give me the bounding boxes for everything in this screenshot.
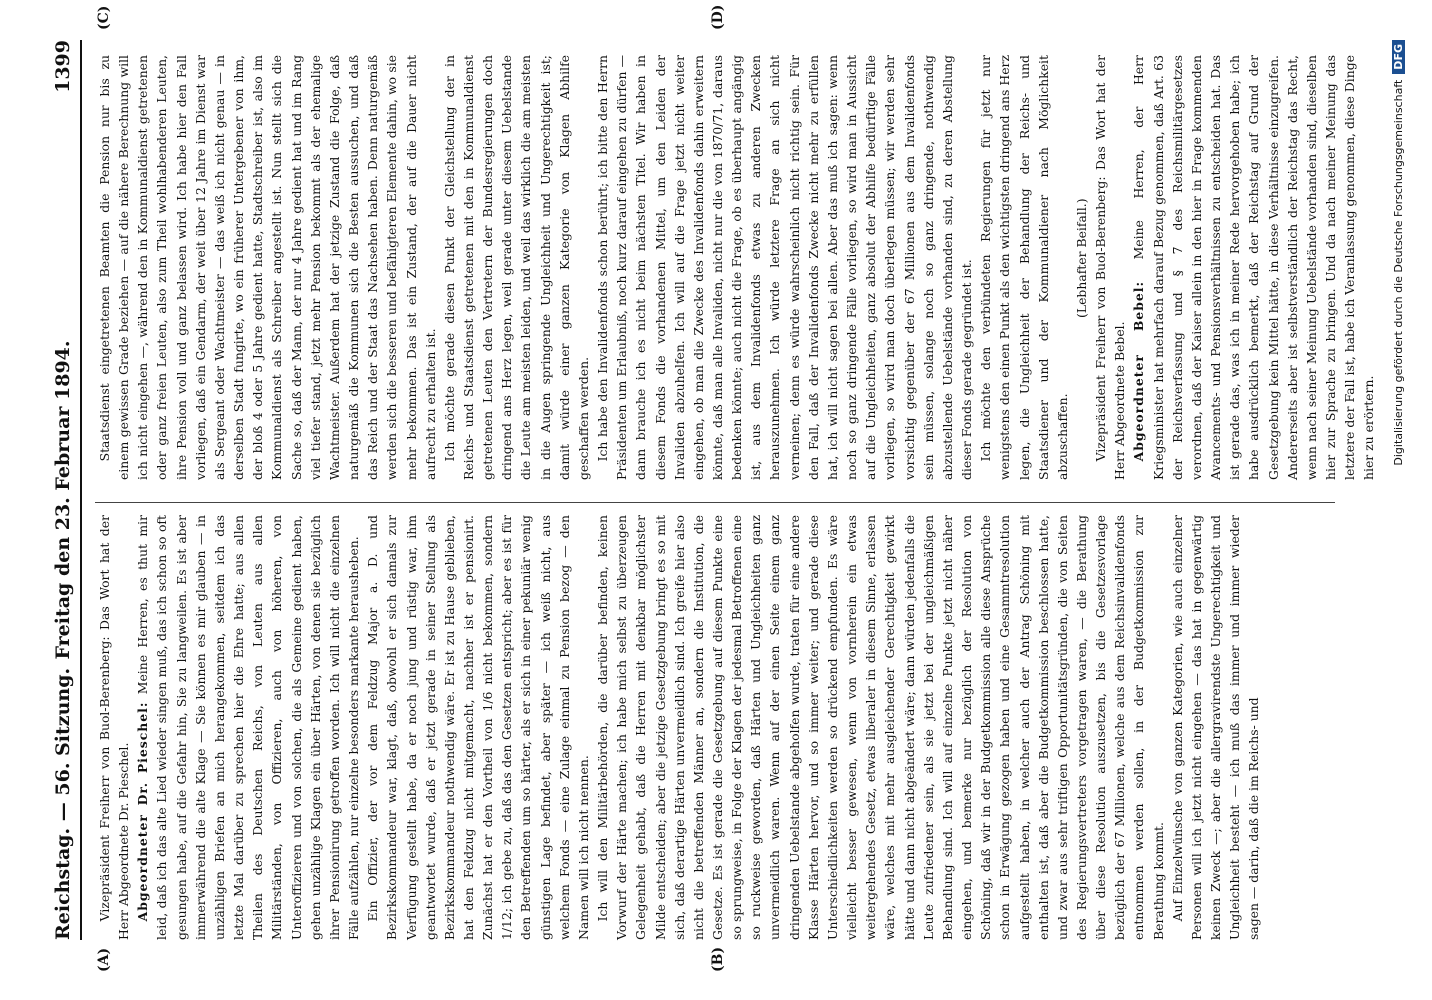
page-header [42,0,82,1000]
header-left: Reichstag. — 56. Sitzung. [52,667,74,940]
header-rule [80,40,82,940]
page-number: 1399 [52,40,74,93]
margin-marker-a: (A) [96,947,112,972]
paragraph [95,55,440,480]
paragraph-text: Ich habe den Invalidenfonds schon berührt; ich bitte den Herrn Präsidenten um Erlaubniß, noch kurz darauf eingehen zu dürfen — dann brauche ich es nicht beim nächsten Titel. Wir haben in diesem Fonds die vorhandenen Mittel, um den Leiden der Invaliden abzuhelfen. Ich will auf die Frage jetzt nicht weiter eingehen, ob man die Zwecke des Invalidenfonds dahin erweitern könnte, daß man alle Invaliden, nicht nur die von 1870/71, daraus bedenken könnte; auch nicht die Frage, ob es überhaupt angängig ist, aus dem Invalidenfonds etwas zu anderen Zwecken herauszunehmen. Ich würde letztere Frage an sich nicht verneinen; denn es würde wahrscheinlich nicht richtig sein. Für den Fall, daß der Invalidenfonds Zwecke nicht mehr zu erfüllen hat, ich will nicht sagen bei allen. Aber das muß ich sagen: wenn noch so ganz dringende Fälle vorliegen, so wird man in Aussicht auf die Ungleichheiten, ganz absolut der Abhilfe bedürftige Fälle vorliegen, so wird man doch überlegen müssen; wir werden sehr vorsichtig gegenüber der 67 Millionen aus dem Invalidenfonds sein müssen, solange noch so ganz dringende, nothwendig abzustellende Uebelstände vorhanden sind, zu deren Abstellung dieser Fonds gerade gegründet ist. [595,55,975,480]
right-column [95,55,1377,480]
paragraph [95,515,133,940]
speaker-name: Abgeordneter Dr. Pieschel: [135,701,151,922]
paragraph [1129,55,1378,480]
paragraph-text: Vizepräsident Freiherr von Buol-Berenberg: Das Wort hat der Herr Abgeordnete Bebel. [1093,55,1128,480]
paragraph-text: Meine Herren, der Herr Kriegsminister hat mehrfach darauf Bezug genommen, daß Art. 63 der Reichsverfassung und § 7 des Reichsmilitärgesetzes verordnen, daß der Kaiser allein in den hier in Frage kommenden Avancements- und Pensionsverhältnissen zu entscheiden hat. Das ist gerade das, was ich in meiner Rede hervorgehoben habe; ich habe ausdrücklich bemerkt, daß der Reichstag auf Grund der Gesetzgebung kein Mittel hätte, in diese Verhältnisse einzugreifen. Andererseits aber ist selbstverständlich der Reichstag das Recht, wenn nach seiner Meinung Uebelstände vorhanden sind, dieselben hier zur Sprache zu bringen. Und da nach meiner Meinung das letztere der Fall ist, habe ich Veranlassung genommen, diese Dinge hier zu erörtern. [1131,55,1377,480]
margin-marker-b: (B) [710,946,726,972]
margin-marker-d: (D) [710,4,726,30]
paragraph-text: Staatsdienst eingetretenen Beamten die Pension nur bis zu einem gewissen Grade beziehen — auf die nähere Berechnung will ich nicht eingehen —, während den in Kommunaldienst getretenen oder ganz freien Leuten, also zum Theil wohlhabenderen Leuten, ihre Pension voll und ganz belassen wird. Ich habe hier den Fall vorliegen, daß ein Gendarm, der weit über 12 Jahre im Dienst war als Sergeant oder Wachtmeister — das weiß ich nicht genau — in derselben Stadt fungirte, wo ein früherer Untergebener von ihm, der bloß 4 oder 5 Jahre gedient hatte, Stadtschreiber ist, also im Kommunaldienst als Schreiber angestellt ist. Nun stellt sich die Sache so, daß der Mann, der nur 4 Jahre gedient hat und im Rang viel tiefer stand, jetzt mehr Pension bekommt als der ehemalige Wachtmeister. Außerdem hat der jetzige Zustand die Folge, daß naturgemäß die Kommunen sich die Besten aussuchen, und daß das Reich und der Staat das Nachsehen haben. Denn naturgemäß werden sich die besseren und befähigteren Elemente dahin, wo sie mehr bekommen. Das ist ein Zustand, der auf die Dauer nicht aufrecht zu erhalten ist. [97,55,438,480]
paragraph [1091,55,1129,480]
paragraph [440,55,593,480]
paragraph [593,55,976,480]
paragraph-text: Ich möchte den verbündeten Regierungen für jetzt nur wenigstens den einen Punkt als den wichtigsten dringend ans Herz legen, die Ungleichheit der Behandlung der Reichs- und Staatsdiener und der Kommunaldiener nach Möglichkeit abzuschaffen. [978,55,1070,480]
paragraph [976,55,1072,480]
paragraph-text: Ich möchte gerade diesen Punkt der Gleichstellung der in Reichs- und Staatsdienst getretenen mit den in Kommunaldienst getretenen Leuten den Vertretern der Bundesregierungen doch dringend ans Herz legen, weil gerade unter diesem Uebelstande die Leute am meisten leiden, und weil das wirklich die am meisten in die Augen springende Ungleichheit und Ungerechtigkeit ist; damit würde einer ganzen Kategorie von Klagen Abhilfe geschaffen werden. [441,55,591,480]
paragraph [1168,515,1264,940]
paragraph [133,515,363,940]
paragraph [593,515,1168,940]
paragraph-text: Ich will den Militärbehörden, die darüber befinden, keinen Vorwurf der Härte machen; ich habe mich selbst zu überzeugen Gelegenheit gehabt, daß die Herren mit denkbar möglichster Milde entscheiden; aber die jetzige Gesetzgebung bringt es so mit sich, daß derartige Härten unvermeidlich sind. Ich greife hier also nicht die betreffenden Männer an, sondern die Institution, die Gesetze. Es ist gerade die Gesetzgebung auf diesem Punkte eine so sprungweise, in Folge der Klagen der jedesmal Betroffenen eine so ruckweise geworden, daß Härten und Ungleichheiten ganz unvermeidlich waren. Wenn auf der einen Seite einem ganz dringenden Uebelstande abgeholfen wurde, traten für eine andere Klasse Härten hervor, und so immer weiter; und gerade diese Unterschiedlichkeiten werden so drückend empfunden. Es wäre vielleicht besser gewesen, wenn von vornherein ein etwas weitergehendes Gesetz, etwas liberaler in diesem Sinne, erlassen wäre, welches mit mehr ausgleichender Gerechtigkeit gewirkt hätte und dann nicht abgeändert wäre; dann würden jedenfalls die Leute zufriedener sein, als sie jetzt bei der ungleichmäßigen Behandlung sind. Ich will auf einzelne Punkte jetzt nicht näher eingehen, und bemerke nur bezüglich der Resolution von Schöning, daß wir in der Budgetkommission alle diese Ansprüche schon in Erwägung gezogen haben und eine Gesammtresolution aufgestellt haben, in welcher auch der Antrag Schöning mit enthalten ist, daß aber die Budgetkommission beschlossen hatte, und zwar aus sehr triftigen Opportunitätsgründen, die von Seiten des Regierungsvertreters vorgetragen waren, — die Berathung über diese Resolution auszusetzen, bis die Gesetzesvorlage bezüglich der 67 Millionen, welche aus dem Reichsinvalidenfonds entnommen werden sollen, in der Budgetkommission zur Berathung kommt. [595,515,1166,940]
left-column [95,515,1335,940]
paragraph-text: Ein Offizier, der vor dem Feldzug Major a. D. und Bezirkskommandeur war, klagt, daß, obwohl er sich damals zur Verfügung gestellt habe, da er noch jung und rüstig war, ihm geantwortet wurde, daß er jetzt gerade in seiner Stellung als Bezirkskommandeur nothwendig wäre. Er ist zu Hause geblieben, hat den Feldzug nicht mitgemacht, nachher ist er pensionirt. Zunächst hat er den Vortheil von 1/6 nicht bekommen, sondern 1/12; ich gebe zu, daß das den Gesetzen entspricht; aber es ist für den Betreffenden um so härter, als er sich in einer pekuniär wenig günstigen Lage befindet, aber später — ich weiß nicht, aus welchem Fonds — eine Zulage einmal zu Pension bezog — den Namen will ich nicht nennen. [365,515,591,940]
paragraph-text: Auf Einzelwünsche von ganzen Kategorien, wie auch einzelner Personen will ich jetzt nicht eingehen — das hat in gegenwärtig keinen Zweck —; aber die allergravirendste Ungerechtigkeit und Ungleichheit besteht — ich muß das immer und immer wieder sagen — darin, daß die im Reichs- und [1169,515,1262,940]
speaker-name: Abgeordneter Bebel: [1131,280,1147,462]
header-date: Freitag den 23. Februar 1894. [52,340,74,660]
paragraph-text: Vizepräsident Freiherr von Buol-Berenberg: Das Wort hat der Herr Abgeordnete Dr. Pieschel. [97,515,132,940]
dfg-logo: DFG [1392,40,1405,74]
page-footer [1392,40,1405,980]
column-divider [95,502,1335,503]
paragraph-text: Meine Herren, es thut mir leid, daß ich das alte Lied wieder singen muß, das ich schon so oft gesungen habe, auf die Gefahr hin, Sie zu langweilen. Es ist aber immerwährend die alte Klage — Sie können es mir glauben — in unzähligen Briefen an mich herangekommen, seitdem ich das letzte Mal darüber zu sprechen hier die Ehre hatte; aus allen Theilen des Deutschen Reichs, von Leuten aus allen Militärständen, von Offizieren, auch von höheren, von Unteroffizieren und von solchen, die als Gemeine gedient haben, gehen unzählige Klagen ein über Härten, von denen sie bezüglich ihrer Pensionirung getroffen worden. Ich will nicht die einzelnen Fälle aufzählen, nur einzelne besonders markante herausheben. [135,515,362,940]
paragraph: (Lebhafter Beifall.) [1073,198,1089,318]
digitization-note: Digitalisierung gefördert durch die Deutsche Forschungsgemeinschaft [1392,79,1405,466]
margin-marker-c: (C) [96,5,112,30]
paragraph [363,515,593,940]
